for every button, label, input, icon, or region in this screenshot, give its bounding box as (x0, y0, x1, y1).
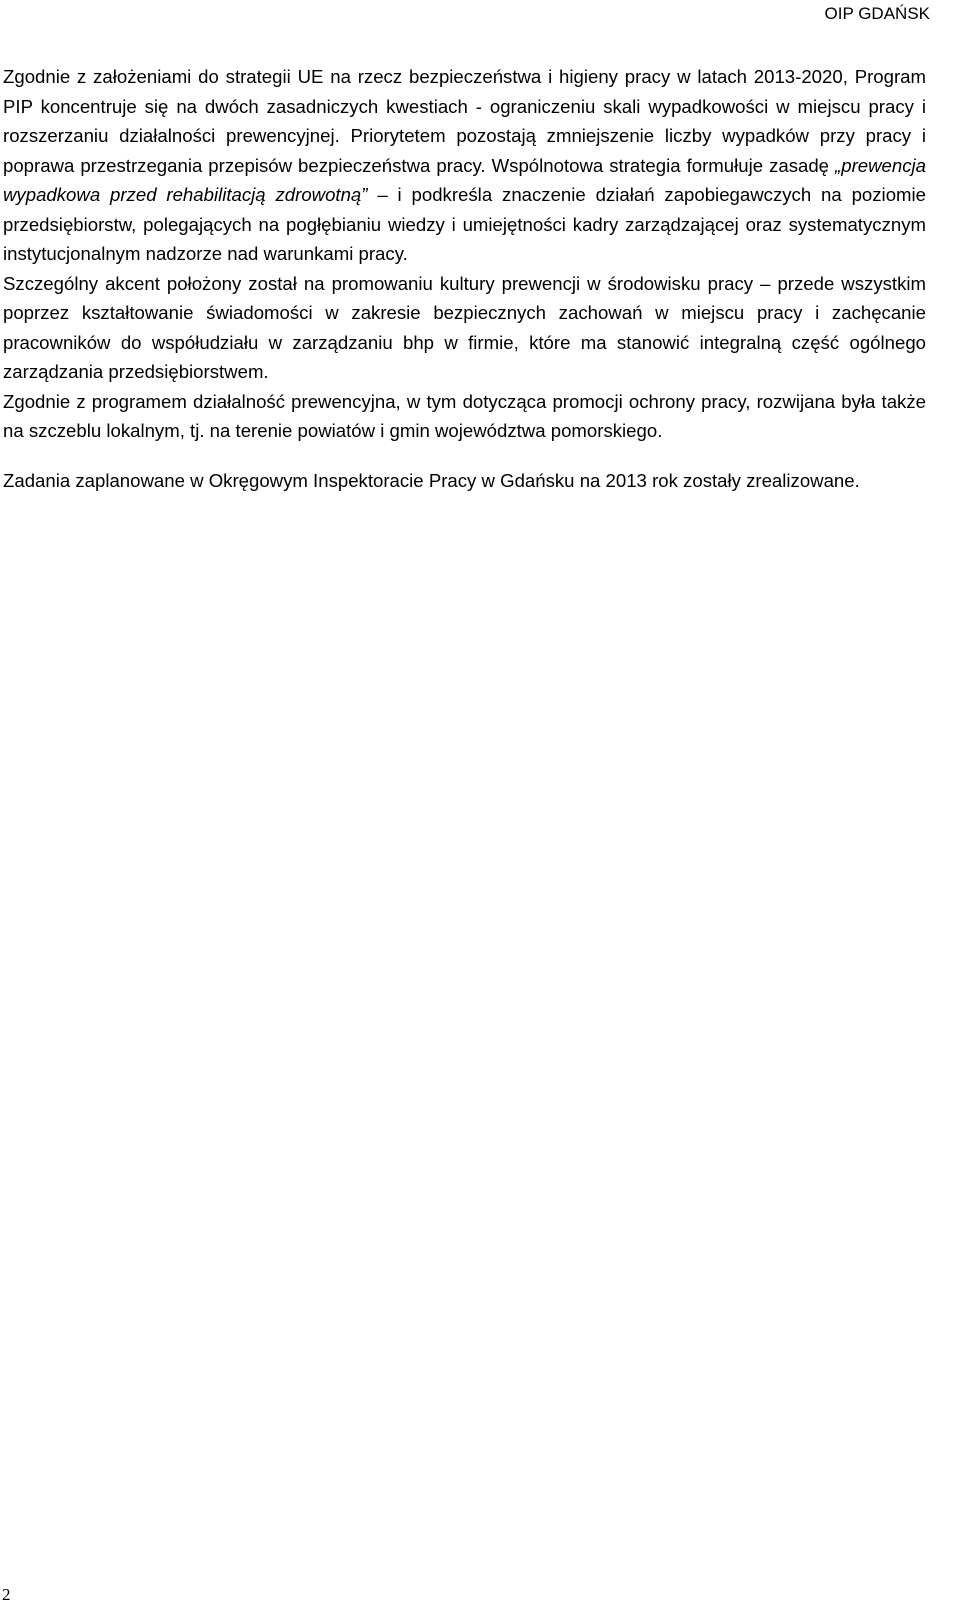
paragraph-strategy-text-start: Zgodnie z założeniami do strategii UE na rzecz bezpieczeństwa i higieny pracy w latach 2013-2020, Program PIP koncentruje się na dwóch zasadniczych kwestiach - ograniczeniu skali wypadkowości w miejscu pracy i rozszerzaniu działalności prewencyjnej. Priorytetem pozostają zmniejszenie liczby wypadków przy pracy i poprawa przestrzegania przepisów bezpieczeństwa pracy. Wspólnotowa strategia formułuje zasadę (3, 66, 926, 176)
paragraph-strategy-text-end: – i podkreśla znaczenie działań zapobiegawczych na poziomie przedsiębiorstw, polegających na pogłębianiu wiedzy i umiejętności kadry zarządzającej oraz systematycznym instytucjonalnym nadzorze nad warunkami pracy. (3, 184, 926, 264)
paragraph-strategy-italic-phrase: „prewencja wypadkowa przed rehabilitacją zdrowotną” (3, 154, 926, 205)
paragraph-local-activity: Zgodnie z programem działalność prewencyjna, w tym dotycząca promocji ochrony pracy, rozwijana była także na szczeblu lokalnym, tj. na terenie powiatów i gmin województwa pomorskiego. (3, 390, 926, 441)
paragraph-prevention-culture: Szczególny akcent położony został na promowaniu kultury prewencji w środowisku pracy – przede wszystkim poprzez kształtowanie świadomości w zakresie bezpiecznych zachowań w miejscu pracy i zachęcanie pracowników do współudziału w zarządzaniu bhp w firmie, które ma stanowić integralną część ogólnego zarządzania przedsiębiorstwem. (3, 272, 926, 382)
page-header-org: OIP GDAŃSK (824, 4, 930, 23)
paragraph-strategy (3, 62, 926, 269)
page-number: 2 (2, 1585, 11, 1604)
document-body (3, 62, 926, 495)
paragraph-tasks-completed: Zadania zaplanowane w Okręgowym Inspektoracie Pracy w Gdańsku na 2013 rok zostały zrealizowane. (3, 469, 860, 491)
